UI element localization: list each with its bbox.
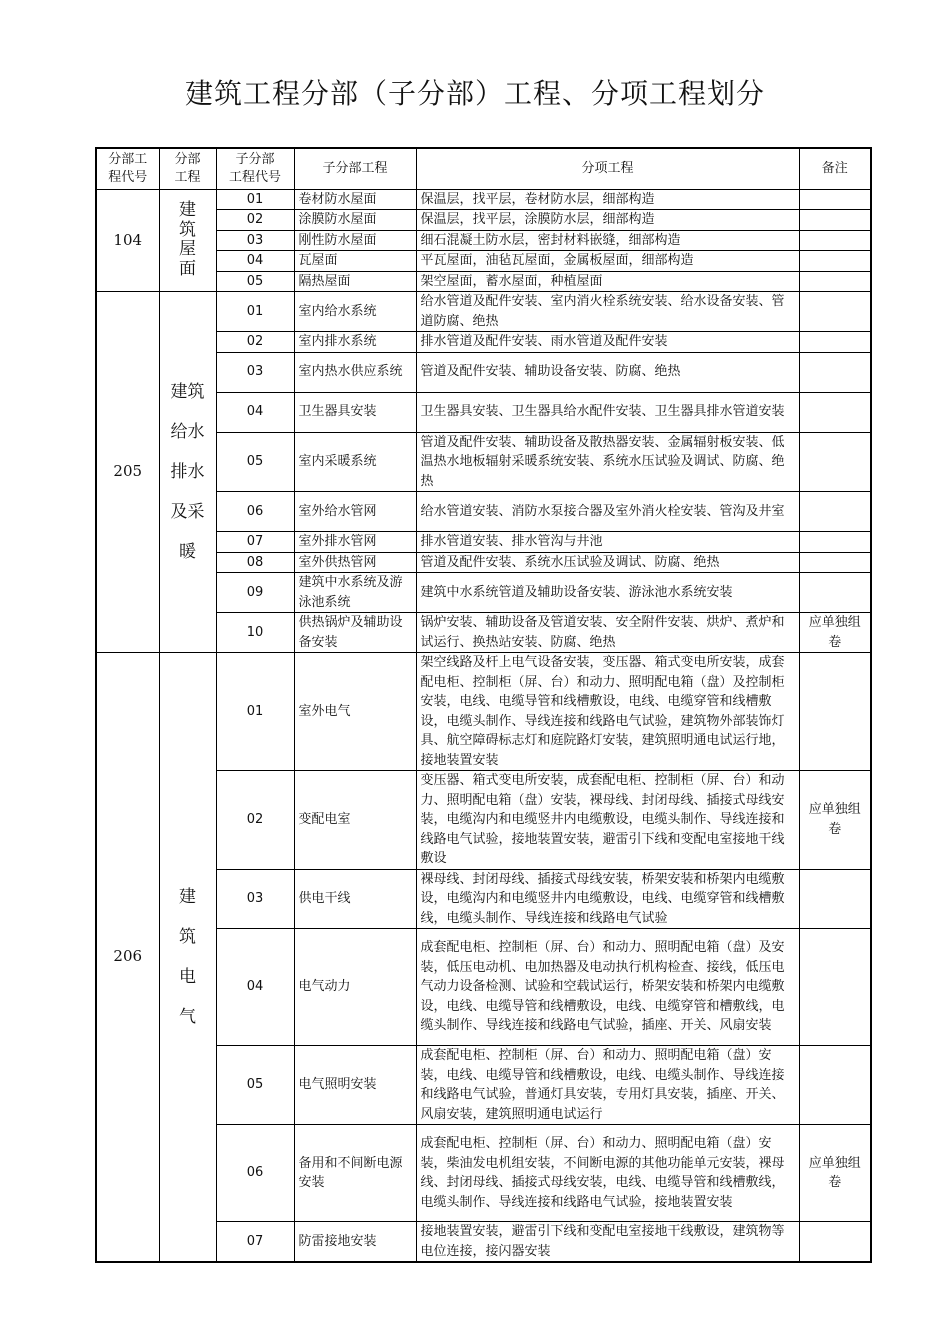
subitems: 管道及配件安装、系统水压试验及调试、防腐、绝热 — [416, 552, 799, 573]
subdivision-code: 02 — [216, 771, 294, 870]
table-row — [96, 189, 871, 210]
subitems: 架空线路及杆上电气设备安装，变压器、箱式变电所安装，成套配电柜、控制柜（屏、台）和动力、照明配电箱（盘）及控制柜安装，电线、电缆导管和线槽敷设，电线、电缆穿管和线槽敷设，电缆头制作、导线连接和线路电气试验，建筑物外部装饰灯具、航空障碍标志灯和庭院路灯安装，建筑照明通电试运行地，接地装置安装 — [416, 653, 799, 771]
subdivision-code: 05 — [216, 271, 294, 292]
subdivision-name: 备用和不间断电源安装 — [294, 1125, 416, 1222]
subdivision-code: 10 — [216, 613, 294, 653]
note — [799, 929, 871, 1046]
division-name: 建 筑 屋 面 — [159, 189, 216, 292]
note — [799, 573, 871, 613]
note — [799, 210, 871, 231]
note: 应单独组卷 — [799, 771, 871, 870]
subdivision-code: 03 — [216, 230, 294, 251]
division-code: 206 — [96, 653, 159, 1263]
subdivision-code: 05 — [216, 1046, 294, 1125]
note — [799, 869, 871, 929]
subdivision-code: 04 — [216, 929, 294, 1046]
subitems: 细石混凝土防水层，密封材料嵌缝，细部构造 — [416, 230, 799, 251]
table-row — [96, 653, 871, 771]
note — [799, 251, 871, 272]
subdivision-code: 07 — [216, 1222, 294, 1263]
subdivision-name: 室外电气 — [294, 653, 416, 771]
subdivision-name: 室外给水管网 — [294, 492, 416, 532]
subdivision-name: 卷材防水屋面 — [294, 189, 416, 210]
subdivision-name: 室内采暖系统 — [294, 432, 416, 492]
subdivision-code: 01 — [216, 292, 294, 332]
subdivision-name: 防雷接地安装 — [294, 1222, 416, 1263]
header-division-name: 分部 工程 — [159, 148, 216, 189]
subdivision-name: 室内热水供应系统 — [294, 352, 416, 392]
subdivision-name: 建筑中水系统及游泳池系统 — [294, 573, 416, 613]
subdivision-name: 瓦屋面 — [294, 251, 416, 272]
subdivision-name: 隔热屋面 — [294, 271, 416, 292]
subitems: 接地装置安装，避雷引下线和变配电室接地干线敷设，建筑物等电位连接，接闪器安装 — [416, 1222, 799, 1263]
subdivision-name: 供电干线 — [294, 869, 416, 929]
subdivision-code: 02 — [216, 332, 294, 353]
subitems: 成套配电柜、控制柜（屏、台）和动力、照明配电箱（盘）安装，电线、电缆导管和线槽敷设，电线、电缆头制作、导线连接和线路电气试验，普通灯具安装，专用灯具安装，插座、开关、风扇安装，建筑照明通电试运行 — [416, 1046, 799, 1125]
division-code: 104 — [96, 189, 159, 292]
division-table — [95, 147, 872, 1263]
header-note: 备注 — [799, 148, 871, 189]
header-items: 分项工程 — [416, 148, 799, 189]
page-title: 建筑工程分部（子分部）工程、分项工程划分 — [184, 77, 765, 110]
subdivision-name: 刚性防水屋面 — [294, 230, 416, 251]
subdivision-code: 02 — [216, 210, 294, 231]
subdivision-name: 室外排水管网 — [294, 532, 416, 553]
subitems: 建筑中水系统管道及辅助设备安装、游泳池水系统安装 — [416, 573, 799, 613]
subitems: 给水管道及配件安装、室内消火栓系统安装、给水设备安装、管道防腐、绝热 — [416, 292, 799, 332]
header-subdivision-code: 子分部 工程代号 — [216, 148, 294, 189]
subitems: 管道及配件安装、辅助设备及散热器安装、金属辐射板安装、低温热水地板辐射采暖系统安装、系统水压试验及调试、防腐、绝热 — [416, 432, 799, 492]
note — [799, 392, 871, 432]
division-name: 建 筑 电 气 — [159, 653, 216, 1263]
subdivision-code: 06 — [216, 1125, 294, 1222]
subdivision-name: 电气动力 — [294, 929, 416, 1046]
note — [799, 352, 871, 392]
subitems: 保温层，找平层，涂膜防水层，细部构造 — [416, 210, 799, 231]
subitems: 排水管道及配件安装、雨水管道及配件安装 — [416, 332, 799, 353]
header-row — [96, 148, 871, 189]
subitems: 架空屋面，蓄水屋面，种植屋面 — [416, 271, 799, 292]
note — [799, 653, 871, 771]
note: 应单独组卷 — [799, 1125, 871, 1222]
table-row — [96, 292, 871, 332]
header-subdivision-name: 子分部工程 — [294, 148, 416, 189]
note — [799, 271, 871, 292]
subdivision-name: 供热锅炉及辅助设备安装 — [294, 613, 416, 653]
note — [799, 1046, 871, 1125]
note — [799, 492, 871, 532]
subdivision-name: 涂膜防水屋面 — [294, 210, 416, 231]
subdivision-code: 06 — [216, 492, 294, 532]
note — [799, 432, 871, 492]
subdivision-code: 05 — [216, 432, 294, 492]
subdivision-code: 03 — [216, 869, 294, 929]
subitems: 管道及配件安装、辅助设备安装、防腐、绝热 — [416, 352, 799, 392]
note: 应单独组卷 — [799, 613, 871, 653]
note — [799, 552, 871, 573]
subitems: 裸母线、封闭母线、插接式母线安装，桥架安装和桥架内电缆敷设，电缆沟内和电缆竖井内电缆敷设，电线、电缆穿管和线槽敷线，电缆头制作、导线连接和线路电气试验 — [416, 869, 799, 929]
subdivision-name: 室内给水系统 — [294, 292, 416, 332]
subdivision-code: 08 — [216, 552, 294, 573]
subitems: 锅炉安装、辅助设备及管道安装、安全附件安装、烘炉、煮炉和试运行、换热站安装、防腐、绝热 — [416, 613, 799, 653]
division-code: 205 — [96, 292, 159, 653]
subdivision-code: 07 — [216, 532, 294, 553]
subitems: 平瓦屋面，油毡瓦屋面，金属板屋面，细部构造 — [416, 251, 799, 272]
note — [799, 532, 871, 553]
note — [799, 332, 871, 353]
subdivision-name: 室内排水系统 — [294, 332, 416, 353]
subdivision-name: 室外供热管网 — [294, 552, 416, 573]
subdivision-name: 变配电室 — [294, 771, 416, 870]
subitems: 给水管道安装、消防水泵接合器及室外消火栓安装、管沟及井室 — [416, 492, 799, 532]
subdivision-code: 04 — [216, 392, 294, 432]
subitems: 保温层，找平层，卷材防水层，细部构造 — [416, 189, 799, 210]
subitems: 成套配电柜、控制柜（屏、台）和动力、照明配电箱（盘）及安装，低压电动机、电加热器及电动执行机构检查、接线，低压电气动力设备检测、试验和空载试运行，桥架安装和桥架内电缆敷设，电线、电缆导管和线槽敷设，电线、电缆穿管和槽敷线，电缆头制作、导线连接和线路电气试验，插座、开关、风扇安装 — [416, 929, 799, 1046]
division-name: 建筑 给水 排水 及采 暖 — [159, 292, 216, 653]
note — [799, 292, 871, 332]
subitems: 卫生器具安装、卫生器具给水配件安装、卫生器具排水管道安装 — [416, 392, 799, 432]
subdivision-name: 电气照明安装 — [294, 1046, 416, 1125]
note — [799, 189, 871, 210]
subdivision-code: 09 — [216, 573, 294, 613]
note — [799, 1222, 871, 1263]
subdivision-code: 04 — [216, 251, 294, 272]
subdivision-code: 03 — [216, 352, 294, 392]
note — [799, 230, 871, 251]
subitems: 排水管道安装、排水管沟与井池 — [416, 532, 799, 553]
subdivision-name: 卫生器具安装 — [294, 392, 416, 432]
subdivision-code: 01 — [216, 189, 294, 210]
header-division-code: 分部工 程代号 — [96, 148, 159, 189]
subdivision-code: 01 — [216, 653, 294, 771]
subitems: 成套配电柜、控制柜（屏、台）和动力、照明配电箱（盘）安装，柴油发电机组安装，不间断电源的其他功能单元安装，裸母线、封闭母线、插接式母线安装，电线、电缆导管和线槽敷线，电缆头制作、导线连接和线路电气试验，接地装置安装 — [416, 1125, 799, 1222]
subitems: 变压器、箱式变电所安装，成套配电柜、控制柜（屏、台）和动力、照明配电箱（盘）安装，裸母线、封闭母线、插接式母线安装，电缆沟内和电缆竖井内电缆敷设，电缆头制作、导线连接和线路电气试验，接地装置安装，避雷引下线和变配电室接地干线敷设 — [416, 771, 799, 870]
